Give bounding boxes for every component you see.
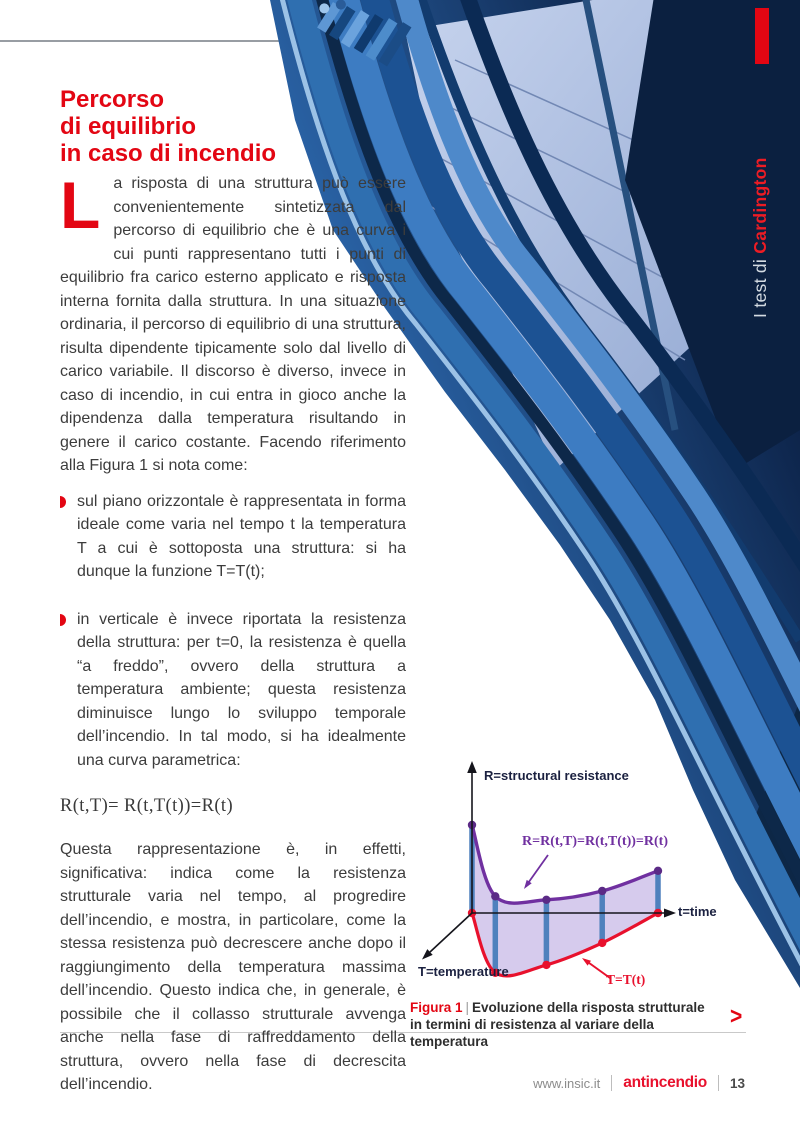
article-column bbox=[60, 86, 406, 1097]
bullet-text: in verticale è invece riportata la resistenza della struttura: per t=0, la resistenza è quella “a freddo”, ovvero della struttura a temperatura ambiente; questa resistenza diminuisce lungo lo sviluppo temporale dell’incendio. In tal modo, si ha idealmente una curva parametrica: bbox=[77, 610, 406, 769]
depth-axis-label: T=temperature bbox=[418, 964, 509, 979]
annotation-arrow-resistance bbox=[524, 855, 548, 889]
figure-caption-label: Figura 1 bbox=[410, 1000, 463, 1015]
resistance-curve-label: R=R(t,T)=R(t,T(t))=R(t) bbox=[522, 834, 668, 849]
figure-caption-separator: | bbox=[465, 1000, 470, 1015]
figure-1 bbox=[410, 753, 758, 1063]
article-title bbox=[60, 86, 406, 167]
bullet-text: sul piano orizzontale è rappresentata in forma ideale come varia nel tempo t la temperatura T a cui è sottoposta una struttura: si ha dunque la funzione T=T(t); bbox=[77, 492, 406, 580]
y-axis-label: R=structural resistance bbox=[484, 768, 629, 783]
side-strip-accent: Cardington bbox=[750, 157, 770, 254]
title-line: di equilibrio bbox=[60, 113, 196, 140]
lead-paragraph-text: a risposta di una struttura può essere convenientemente sintetizzata dal percorso di equilibrio che è una curva i cui punti rappresentano tutti i punti di equilibrio fra carico esterno applicato e risposta interna fornita dalla struttura. In una situazione ordinaria, il percorso di equilibrio di una struttura, risulta dipendente tipicamente solo dal livello di carico variabile. Il discorso è diverso, invece in caso di incendio, in cui entra in gioco anche la dipendenza dalla temperatura risultando in genere il carico costante. Facendo riferimento alla Figura 1 si nota come: bbox=[60, 175, 406, 474]
bullet-item bbox=[60, 490, 406, 584]
footer bbox=[533, 1074, 745, 1092]
closing-paragraph: Questa rappresentazione è, in effetti, significativa: indica come la resistenza strutturale varia nel tempo, al progredire dell’incendio, e mostra, in particolare, come la stessa resistenza può decrescere anche dopo il raggiungimento della temperatura massima dell’incendio. Questo indica che, in generale, è possibile che il collasso strutturale avvenga anche nella fase di raffreddamento della struttura, ovvero nella fase di decrescita dell’incendio. bbox=[60, 841, 406, 1093]
footer-page-number: 13 bbox=[729, 1075, 745, 1091]
temperature-curve-label: T=T(t) bbox=[606, 972, 646, 987]
footer-brand: antincendio bbox=[623, 1074, 707, 1091]
figure-caption-text: Evoluzione della risposta strutturale in termini di resistenza al variare della temperatura bbox=[410, 1000, 705, 1049]
bullet-list bbox=[60, 490, 406, 773]
figure-caption bbox=[410, 999, 716, 1050]
footer-site-link[interactable]: www.insic.it bbox=[533, 1075, 601, 1091]
drop-cap: L bbox=[60, 168, 101, 242]
bullet-icon bbox=[60, 496, 66, 508]
footer-divider bbox=[718, 1075, 719, 1091]
side-strip-bar bbox=[755, 8, 769, 64]
bullet-icon bbox=[60, 614, 66, 626]
title-line: Percorso bbox=[60, 86, 165, 113]
title-line: in caso di incendio bbox=[60, 140, 277, 167]
parametric-formula: R(t,T)= R(t,T(t))=R(t) bbox=[60, 796, 234, 816]
x-axis-label: t=time bbox=[678, 904, 717, 919]
bullet-item bbox=[60, 608, 406, 773]
side-strip-label bbox=[750, 82, 776, 318]
figure-chart-svg bbox=[410, 753, 758, 998]
footer-divider bbox=[611, 1075, 612, 1091]
lead-paragraph bbox=[60, 168, 406, 478]
next-page-arrow-icon[interactable]: > bbox=[730, 1003, 743, 1030]
side-strip-prefix: I test di bbox=[750, 253, 770, 318]
